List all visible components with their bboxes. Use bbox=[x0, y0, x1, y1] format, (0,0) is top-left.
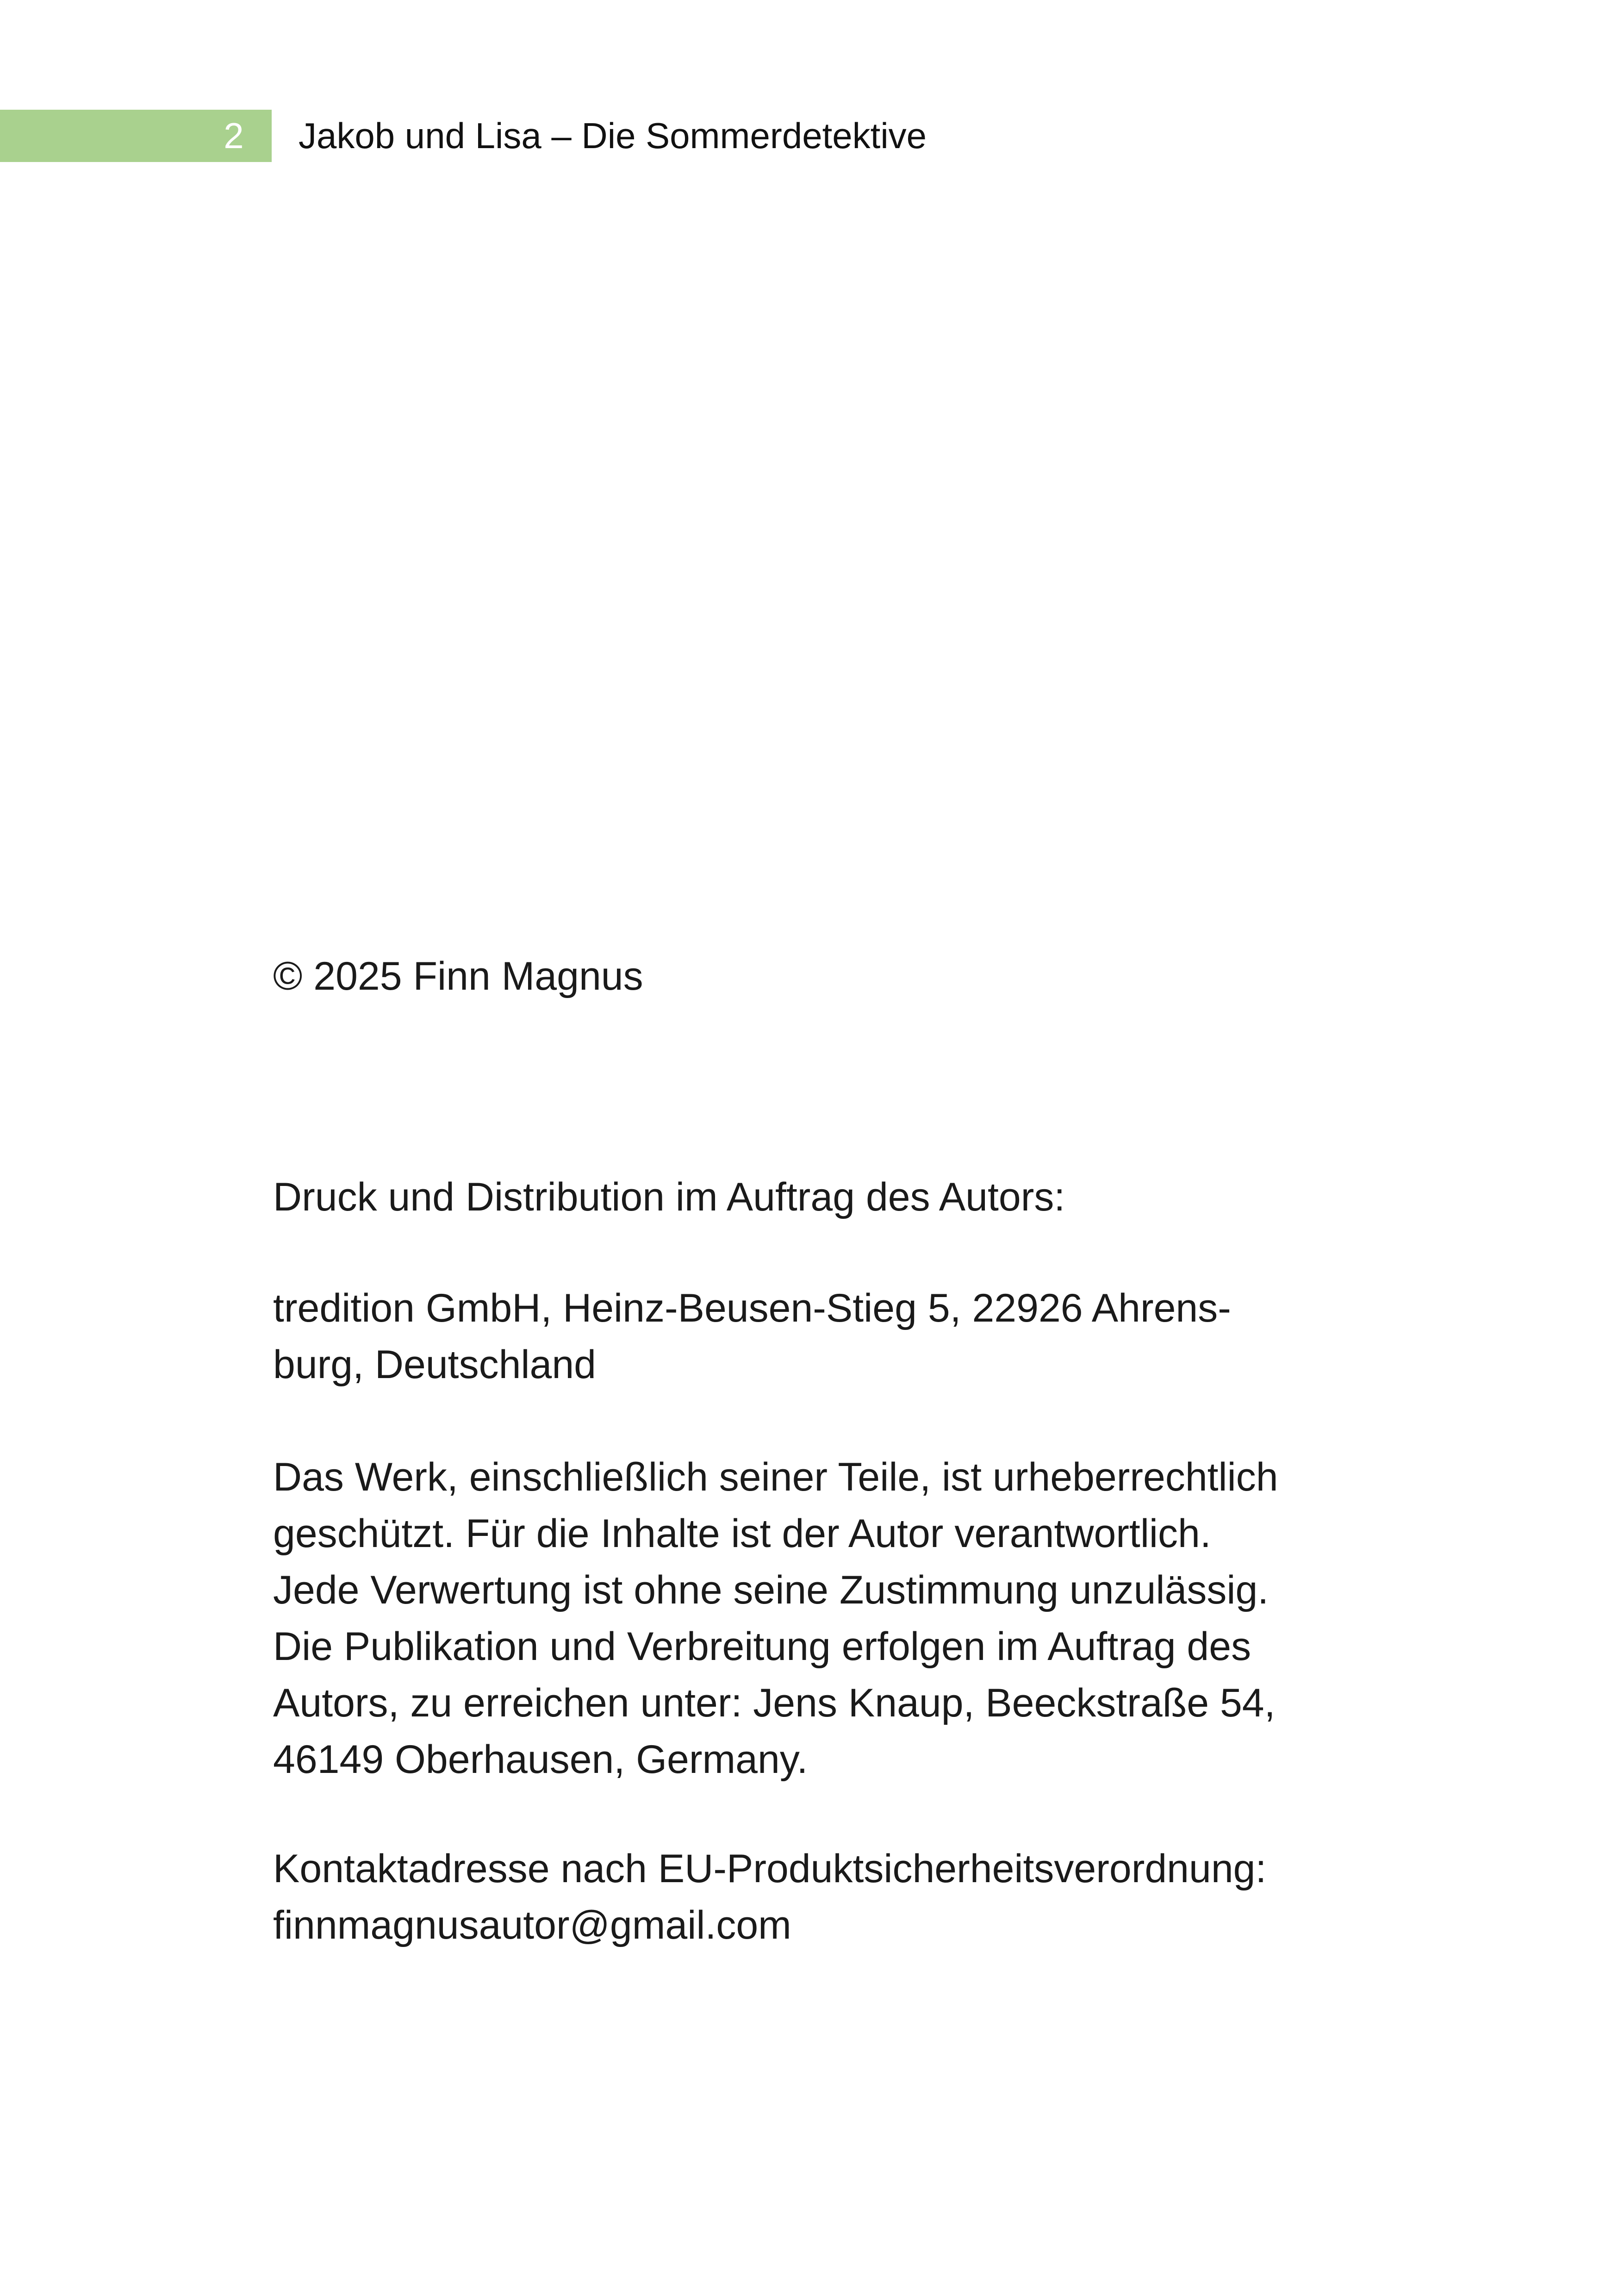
publisher-address bbox=[273, 1280, 1370, 1393]
contact-email: finnmagnusautor@gmail.com bbox=[273, 1903, 791, 1947]
legal-line: 46149 Oberhausen, Germany. bbox=[273, 1737, 808, 1782]
legal-line: Das Werk, einschließlich seiner Teile, ist urheberrechtlich bbox=[273, 1455, 1278, 1499]
contact-section bbox=[273, 1841, 1370, 1953]
copyright-notice: © 2025 Finn Magnus bbox=[273, 954, 643, 998]
page-number: 2 bbox=[224, 115, 244, 156]
legal-line: geschützt. Für die Inhalte ist der Autor verantwortlich. bbox=[273, 1511, 1211, 1556]
legal-notice bbox=[273, 1449, 1370, 1788]
running-title: Jakob und Lisa – Die Sommerdetektive bbox=[299, 115, 927, 156]
print-distribution-notice: Druck und Distribution im Auftrag des Autors: bbox=[273, 1175, 1065, 1219]
publisher-line: burg, Deutschland bbox=[273, 1342, 596, 1387]
legal-line: Die Publikation und Verbreitung erfolgen im Auftrag des bbox=[273, 1624, 1251, 1669]
contact-label: Kontaktadresse nach EU-Produktsicherheitsverordnung: bbox=[273, 1847, 1267, 1891]
publisher-line: tredition GmbH, Heinz-Beusen-Stieg 5, 22926 Ahrens- bbox=[273, 1286, 1231, 1330]
legal-line: Autors, zu erreichen unter: Jens Knaup, Beeckstraße 54, bbox=[273, 1681, 1276, 1725]
legal-line: Jede Verwertung ist ohne seine Zustimmung unzulässig. bbox=[273, 1568, 1269, 1612]
